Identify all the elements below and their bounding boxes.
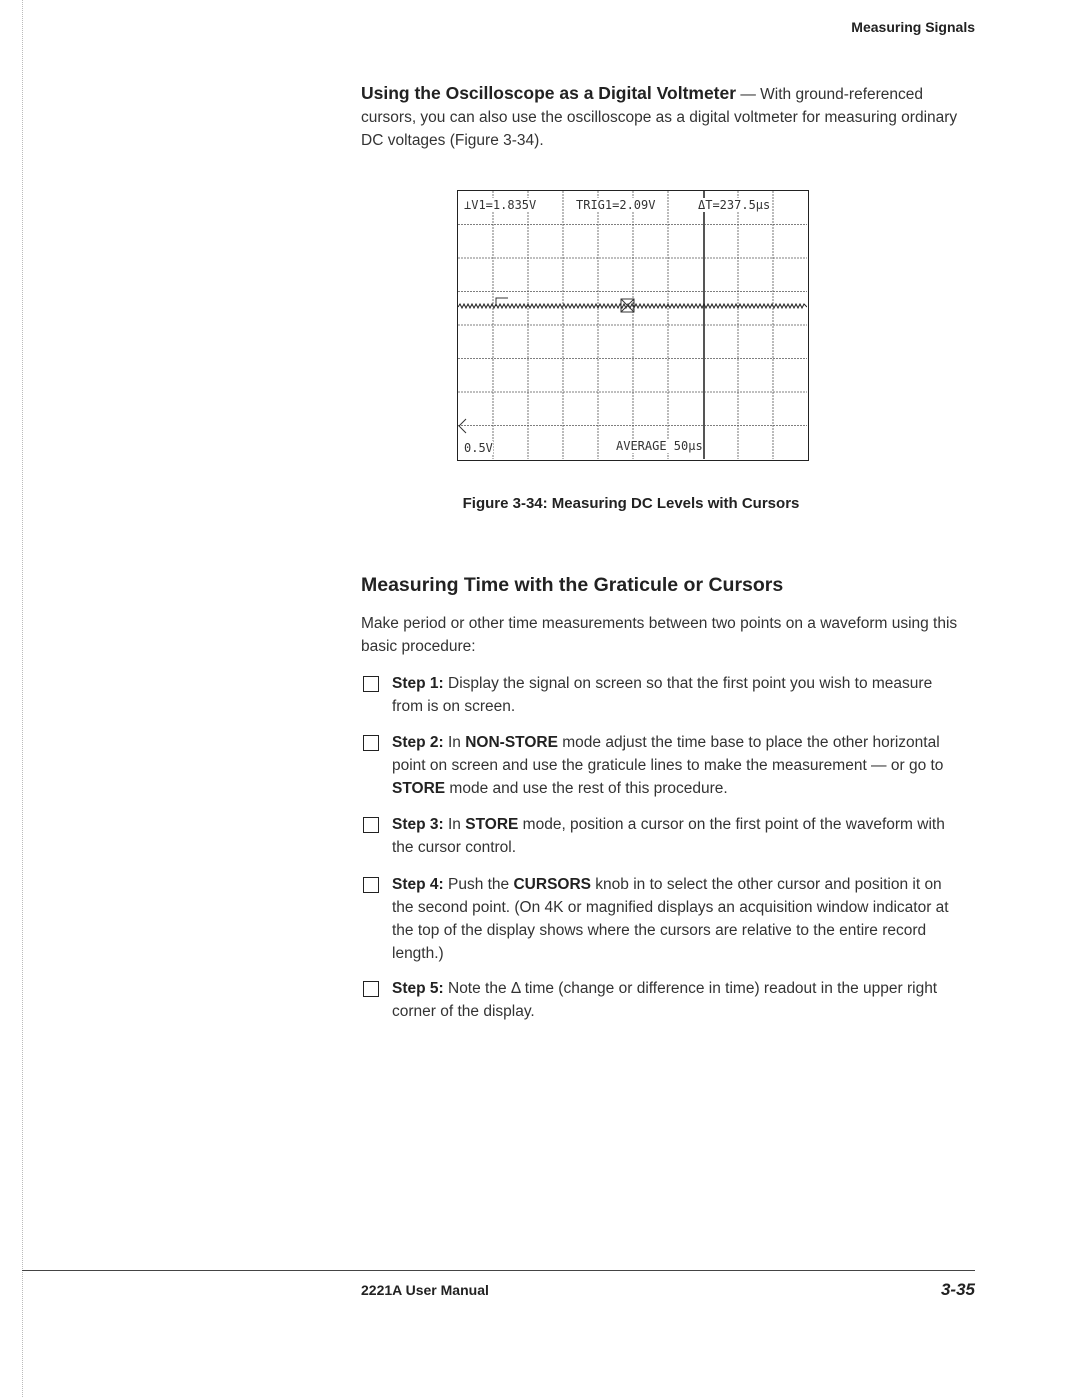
step-text: mode and use the rest of this procedure. (445, 780, 728, 797)
step-text: Push the (443, 876, 514, 893)
step-text: In (443, 734, 466, 751)
section-heading: Measuring Time with the Graticule or Cursors (361, 574, 784, 596)
checkbox-icon (363, 877, 379, 893)
step-4 (361, 873, 961, 965)
step-label: Step 3: (392, 816, 444, 833)
scale-readout: 0.5V (464, 441, 493, 455)
voltage-readout: ⊥V1=1.835V (464, 198, 537, 212)
manual-title: 2221A User Manual (361, 1282, 489, 1298)
step-5 (361, 977, 961, 1023)
checkbox-icon (363, 676, 379, 692)
keyword: STORE (392, 780, 446, 797)
step-label: Step 5: (392, 980, 444, 997)
keyword: CURSORS (513, 876, 591, 893)
keyword: NON-STORE (465, 734, 558, 751)
step-label: Step 2: (392, 734, 444, 751)
oscilloscope-display (457, 190, 809, 461)
keyword: STORE (465, 816, 519, 833)
step-text: mode, position a cursor on the first point of the waveform with the cursor control. (392, 816, 945, 856)
voltmeter-paragraph (361, 82, 961, 152)
checkbox-icon (363, 735, 379, 751)
delta-time-readout: ΔT=237.5µs (698, 198, 771, 212)
voltmeter-title: Using the Oscilloscope as a Digital Voltmeter (361, 83, 737, 103)
graticule (458, 191, 807, 459)
step-text: Note the Δ time (change or difference in time) readout in the upper right corner of the display. (392, 980, 938, 1020)
step-2 (361, 731, 961, 800)
step-text: knob in to select the other cursor and position it on the second point. (On 4K or magnified displays an acquisition window indicator at the top of the display shows where the cursors are relative to the entire record length.) (392, 876, 949, 962)
voltmeter-text: — With ground-referenced cursors, you can also use the oscilloscope as a digital voltmeter for measuring ordinary DC voltages (Figure 3-34). (361, 86, 958, 149)
step-1 (361, 672, 961, 718)
scan-edge (22, 0, 23, 1397)
trigger-readout: TRIG1=2.09V (576, 198, 656, 212)
section-intro: Make period or other time measurements between two points on a waveform using this basic procedure: (361, 615, 958, 655)
checkbox-icon (363, 817, 379, 833)
waveform (458, 304, 807, 308)
mode-readout: AVERAGE 50µs (616, 439, 703, 453)
step-text: mode adjust the time base to place the other horizontal point on screen and use the graticule lines to make the measurement — or go to (392, 734, 944, 774)
trigger-marker (496, 298, 508, 306)
page-number: 3-35 (940, 1280, 975, 1299)
step-text: In (443, 816, 466, 833)
figure-caption: Figure 3-34: Measuring DC Levels with Cursors (462, 495, 800, 512)
checkbox-icon (363, 981, 379, 997)
step-label: Step 4: (392, 876, 444, 893)
step-3 (361, 813, 961, 859)
step-label: Step 1: (392, 675, 444, 692)
footer-rule (22, 1270, 975, 1271)
ground-arrow-icon (459, 419, 466, 433)
running-header: Measuring Signals (851, 19, 975, 35)
step-text: Display the signal on screen so that the first point you wish to measure from is on screen. (392, 675, 933, 715)
